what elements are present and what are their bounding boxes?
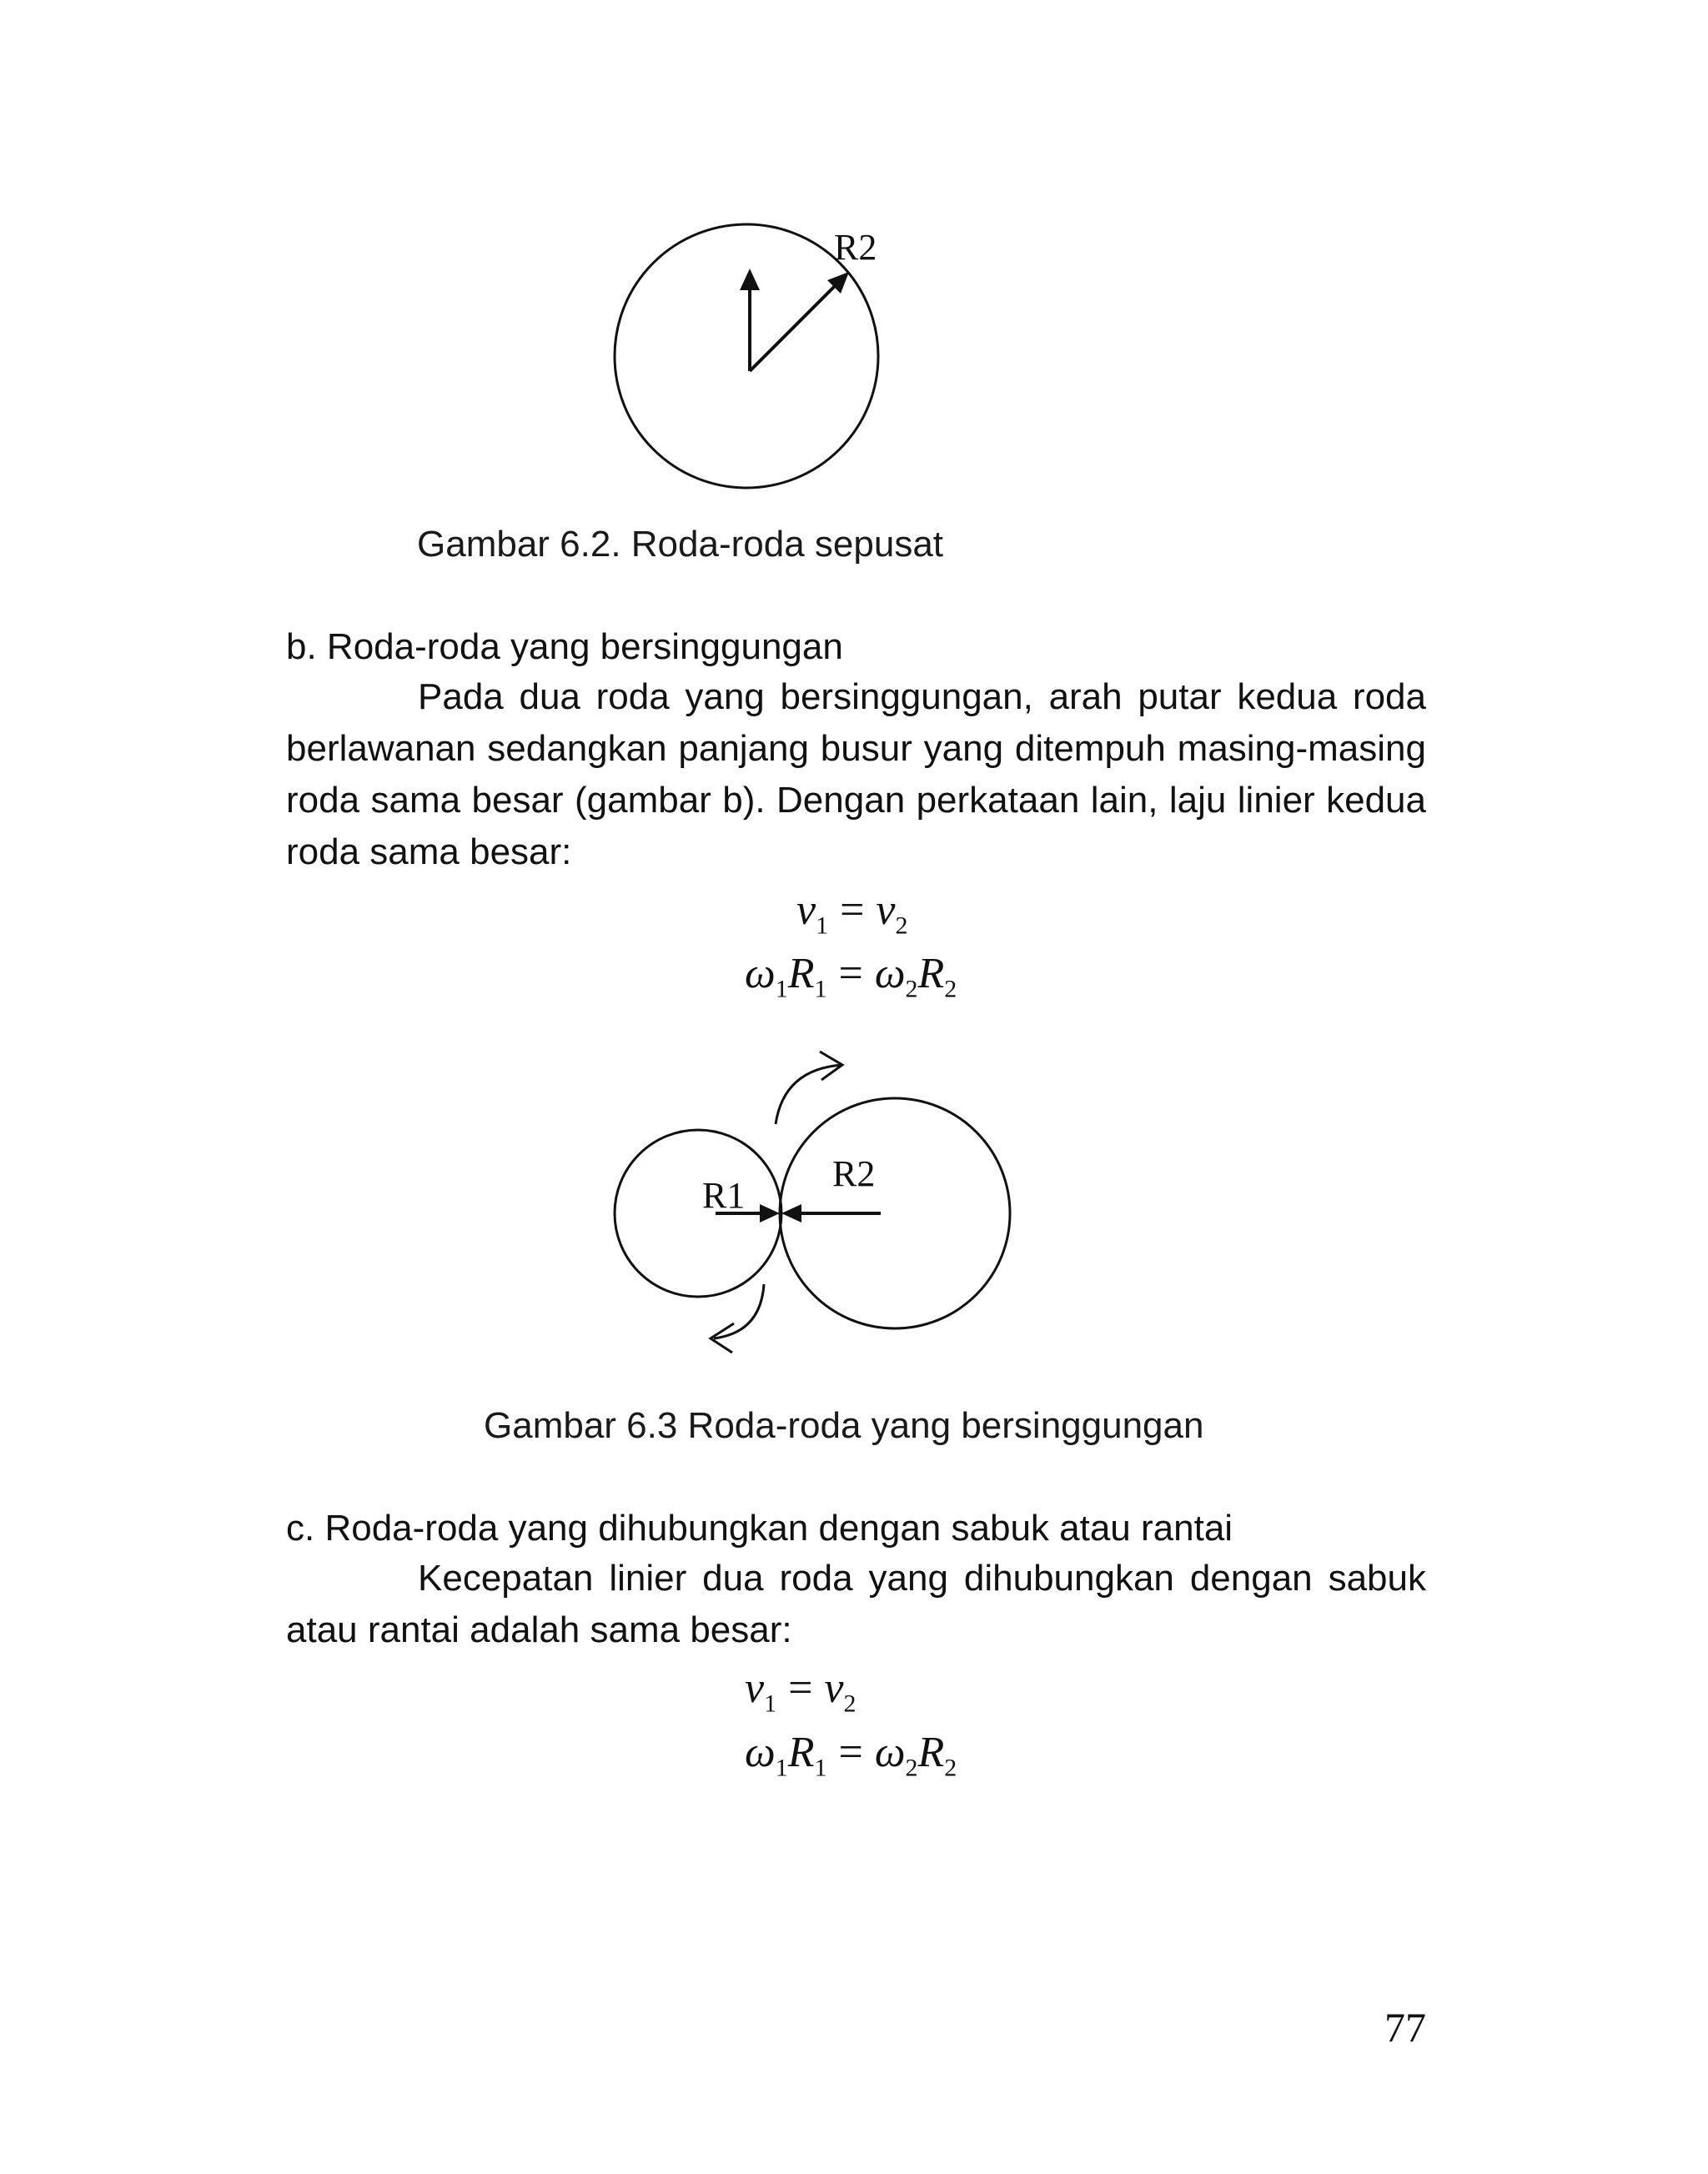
section-b-paragraph: Pada dua roda yang bersinggungan, arah putar kedua roda berlawanan sedangkan panjang busur yang ditempuh masing-masing roda sama besar (gambar b). Dengan perkataan lain, laju linier kedua roda sama besar: (286, 676, 1426, 872)
equation-b-line2: $\omega_1R_1 = \omega_2R_2$ (745, 950, 957, 1003)
page-number: 77 (1384, 2004, 1426, 2051)
r2-arrowhead (781, 1204, 801, 1223)
equation-b-line1: $v_1 = v_2$ (796, 886, 908, 940)
section-c-heading: c. Roda-roda yang dihubungkan dengan sabuk atau rantai (286, 1508, 1233, 1549)
label-r2: R2 (832, 1153, 876, 1194)
label-r1: R1 (702, 1175, 746, 1216)
section-b-heading: b. Roda-roda yang bersinggungan (286, 626, 843, 667)
rotation-arrow-upper (776, 1065, 842, 1124)
label-r2: R2 (834, 227, 877, 268)
equation-c-line1: $v_1 = v_2$ (745, 1664, 857, 1718)
r1-arrowhead (760, 1204, 780, 1223)
figure-6-2-caption: Gambar 6.2. Roda-roda sepusat (417, 524, 944, 565)
equation-c-line2: $\omega_1R_1 = \omega_2R_2$ (745, 1729, 957, 1782)
section-c-paragraph: Kecepatan linier dua roda yang dihubungkan dengan sabuk atau rantai adalah sama besar: (286, 1558, 1426, 1650)
figure-6-3-caption: Gambar 6.3 Roda-roda yang bersinggungan (484, 1405, 1204, 1446)
